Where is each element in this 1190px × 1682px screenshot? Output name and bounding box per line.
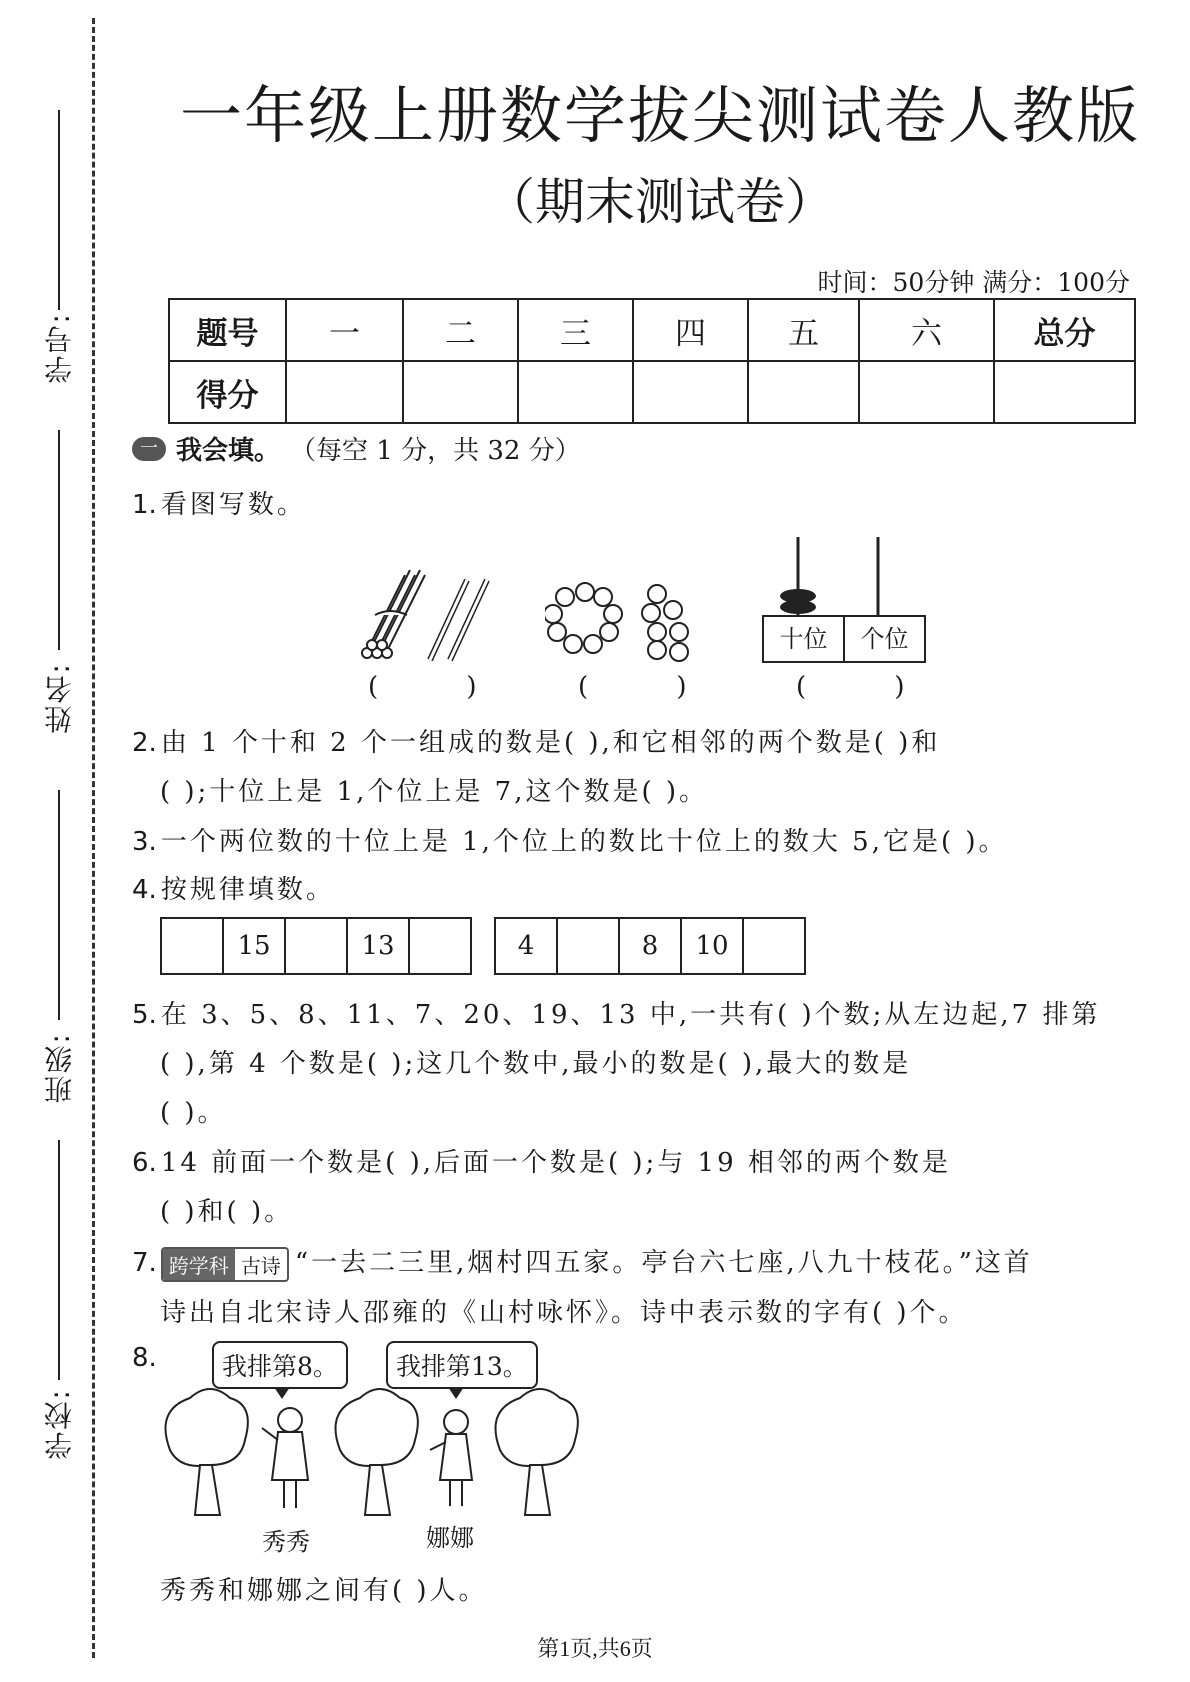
sequence-cell[interactable] <box>744 919 804 973</box>
score-cell[interactable] <box>518 361 633 423</box>
score-header-cell: 二 <box>403 299 518 361</box>
question-number: 2. <box>132 728 157 758</box>
dot <box>545 605 562 623</box>
score-table-header-row <box>169 299 1135 361</box>
dot <box>584 635 602 653</box>
dot <box>576 583 594 601</box>
ones-place-label: 个位 <box>860 625 909 653</box>
school-line <box>58 1140 60 1380</box>
sequence-cell[interactable] <box>410 919 470 973</box>
score-cell[interactable] <box>748 361 859 423</box>
answer-blank[interactable]: ( ) <box>368 672 517 702</box>
sequence-cell[interactable] <box>558 919 620 973</box>
page-title: 一年级上册数学拔尖测试卷人教版 <box>179 79 1140 152</box>
school-label: 学校: <box>43 1388 76 1460</box>
number-sequence-2 <box>494 917 806 975</box>
dot <box>648 623 666 641</box>
question-4 <box>132 869 335 906</box>
stick <box>380 570 420 650</box>
question-7-line-2: 诗出自北宋诗人邵雍的《山村咏怀》。诗中表示数的字有( )个。 <box>160 1298 968 1328</box>
dot <box>556 588 574 606</box>
sequence-cell[interactable] <box>286 919 348 973</box>
question-number: 6. <box>132 1148 157 1178</box>
tens-place-label: 十位 <box>764 617 845 661</box>
single-stick-fill <box>450 580 487 660</box>
question-8-text: 秀秀和娜娜之间有( )人。 <box>160 1576 488 1606</box>
question-text: “一去二三里,烟村四五家。亭台六七座,八九十枝花。”这首 <box>294 1248 1033 1278</box>
cross-subject-tag: 跨学科 <box>163 1249 235 1280</box>
dot <box>600 623 618 641</box>
question-2 <box>132 722 940 759</box>
score-header-cell: 四 <box>633 299 748 361</box>
question-3 <box>132 821 1008 858</box>
question-number: 7. <box>132 1248 157 1278</box>
question-number: 3. <box>132 827 157 857</box>
queue-illustration <box>150 1380 610 1520</box>
page-subtitle: （期末测试卷） <box>485 173 835 231</box>
student-no-line <box>58 110 60 310</box>
dot <box>548 623 566 641</box>
answer-blank[interactable]: ( ) <box>796 672 945 702</box>
score-header-cell: 三 <box>518 299 633 361</box>
question-text: 在 3、5、8、11、7、20、19、13 中,一共有( )个数;从左边起,7 排第 <box>160 1000 1101 1030</box>
name-label: 姓名: <box>43 662 76 734</box>
girl-nana-icon <box>430 1410 472 1506</box>
question-6-line-2: ( )和( )。 <box>160 1197 294 1227</box>
question-text: 由 1 个十和 2 个一组成的数是( ),和它相邻的两个数是( )和 <box>160 728 941 758</box>
sticks-bundle-illustration <box>345 555 495 670</box>
class-line <box>58 790 60 1020</box>
question-number: 8. <box>132 1343 157 1373</box>
score-cell[interactable] <box>286 361 403 423</box>
score-cell[interactable] <box>994 361 1135 423</box>
name-label-xiuxiu: 秀秀 <box>262 1528 310 1556</box>
score-row-label: 得分 <box>169 361 286 423</box>
student-no-label: 学号: <box>43 312 76 384</box>
abacus-illustration <box>770 535 910 617</box>
number-sequence-1 <box>160 917 472 975</box>
dot <box>642 604 660 622</box>
section-title: 我会填。 <box>176 436 281 466</box>
stick-end <box>367 640 377 650</box>
question-text: 一个两位数的十位上是 1,个位上的数比十位上的数大 5,它是( )。 <box>160 827 1008 857</box>
question-number: 5. <box>132 1000 157 1030</box>
dot <box>648 585 666 603</box>
speech-bubble-xiuxiu: 我排第8。 <box>212 1341 348 1389</box>
question-6 <box>132 1142 951 1179</box>
score-header-cell: 一 <box>286 299 403 361</box>
tree-icon <box>166 1389 248 1515</box>
section-note: （每空 1 分，共 32 分） <box>290 436 581 466</box>
dot <box>664 601 682 619</box>
stick-end <box>377 640 387 650</box>
answer-blank[interactable]: ( ) <box>578 672 727 702</box>
question-number: 4. <box>132 875 157 905</box>
subject-tag <box>161 1247 289 1282</box>
binding-dashed-line <box>92 18 95 1658</box>
abacus-bead <box>780 600 816 614</box>
question-2-line-2: ( );十位上是 1,个位上是 7,这个数是( )。 <box>160 777 709 807</box>
section-one-heading <box>132 430 581 467</box>
question-text: 看图写数。 <box>160 490 306 520</box>
speech-bubble-nana: 我排第13。 <box>386 1341 538 1389</box>
sequence-cell: 10 <box>682 919 744 973</box>
question-8 <box>132 1343 161 1373</box>
sequence-cell: 15 <box>224 919 286 973</box>
section-badge: 一 <box>132 437 166 461</box>
score-header-cell: 题号 <box>169 299 286 361</box>
score-header-cell: 五 <box>748 299 859 361</box>
score-cell[interactable] <box>859 361 994 423</box>
girl-xiuxiu-icon <box>262 1408 308 1508</box>
poetry-tag: 古诗 <box>240 1253 281 1278</box>
string-tie <box>375 611 407 615</box>
question-text: 14 前面一个数是( ),后面一个数是( );与 19 相邻的两个数是 <box>160 1148 951 1178</box>
tree-icon <box>336 1389 418 1515</box>
score-table <box>168 298 1136 424</box>
dot <box>594 588 612 606</box>
question-5 <box>132 994 1101 1031</box>
score-table-score-row <box>169 361 1135 423</box>
question-text: 按规律填数。 <box>160 875 335 905</box>
question-7 <box>132 1242 1033 1282</box>
dots-illustration <box>545 580 715 670</box>
single-stick-fill <box>430 580 467 660</box>
score-header-cell: 总分 <box>994 299 1135 361</box>
question-1 <box>132 484 306 521</box>
sequence-cell: 13 <box>348 919 410 973</box>
question-number: 1. <box>132 490 157 520</box>
abacus-place-box <box>762 615 926 663</box>
dot <box>648 641 666 659</box>
dot <box>564 635 582 653</box>
score-cell[interactable] <box>633 361 748 423</box>
dot <box>670 623 688 641</box>
name-line <box>58 430 60 650</box>
dot <box>604 605 622 623</box>
sequence-cell: 4 <box>496 919 558 973</box>
question-5-line-2: ( ),第 4 个数是( );这几个数中,最小的数是( ),最大的数是 <box>160 1049 912 1079</box>
page-number: 第1页,共6页 <box>537 1636 653 1661</box>
name-label-nana: 娜娜 <box>426 1524 474 1552</box>
sequence-cell[interactable] <box>162 919 224 973</box>
sequence-cell: 8 <box>620 919 682 973</box>
class-label: 班级: <box>43 1032 76 1104</box>
dot <box>670 643 688 661</box>
score-cell[interactable] <box>403 361 518 423</box>
question-5-line-3: ( )。 <box>160 1098 227 1128</box>
tree-icon <box>496 1389 578 1515</box>
score-header-cell: 六 <box>859 299 994 361</box>
time-score-info: 时间：50分钟 满分：100分 <box>817 268 1130 297</box>
